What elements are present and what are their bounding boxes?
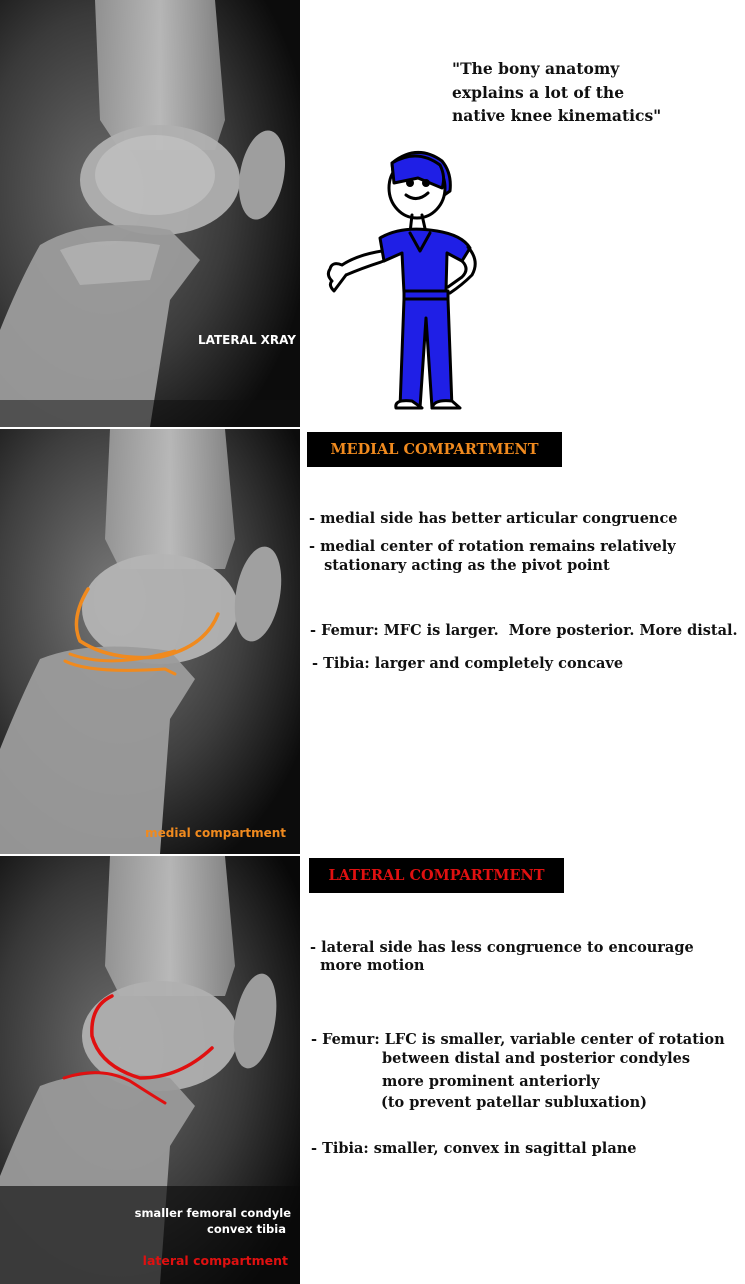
quote-text [452, 57, 712, 128]
bullet: - lateral side has less congruence to encourage [310, 939, 694, 956]
panel-label: lateral compartment [142, 1253, 288, 1268]
bullet: - Femur: LFC is smaller, variable center of rotation [311, 1031, 725, 1048]
bullet: between distal and posterior condyles [382, 1050, 691, 1067]
xray-panel-medial [0, 429, 300, 854]
bullet: stationary acting as the pivot point [309, 557, 610, 574]
xray-image [0, 0, 300, 427]
bullet: - Tibia: smaller, convex in sagittal plane [311, 1140, 637, 1157]
panel-label: medial compartment [145, 826, 286, 840]
quote-line: explains a lot of the [452, 82, 625, 102]
bullet: - Tibia: larger and completely concave [312, 655, 624, 672]
panel-sub-label: smaller femoral condyle [134, 1206, 291, 1220]
surgeon-figure-illustration [322, 143, 492, 418]
panel-sub-label: convex tibia [207, 1222, 286, 1236]
lateral-compartment-heading: LATERAL COMPARTMENT [309, 858, 564, 893]
bullet: - Femur: MFC is larger. More posterior. More distal. [310, 622, 738, 639]
quote-line: native knee kinematics" [452, 106, 662, 125]
panel-label: LATERAL XRAY [197, 333, 296, 347]
bullet: - medial side has better articular congruence [309, 510, 678, 527]
xray-panel-lateral [0, 856, 300, 1284]
xray-image [0, 429, 300, 854]
xray-panel-lateral-view [0, 0, 300, 427]
bullet: - medial center of rotation remains relatively [309, 538, 676, 555]
bullet: (to prevent patellar subluxation) [381, 1094, 647, 1111]
medial-compartment-heading: MEDIAL COMPARTMENT [307, 432, 562, 467]
bullet: more motion [310, 957, 425, 974]
quote-line: "The bony anatomy [452, 59, 620, 78]
bullet: more prominent anteriorly [382, 1073, 600, 1090]
